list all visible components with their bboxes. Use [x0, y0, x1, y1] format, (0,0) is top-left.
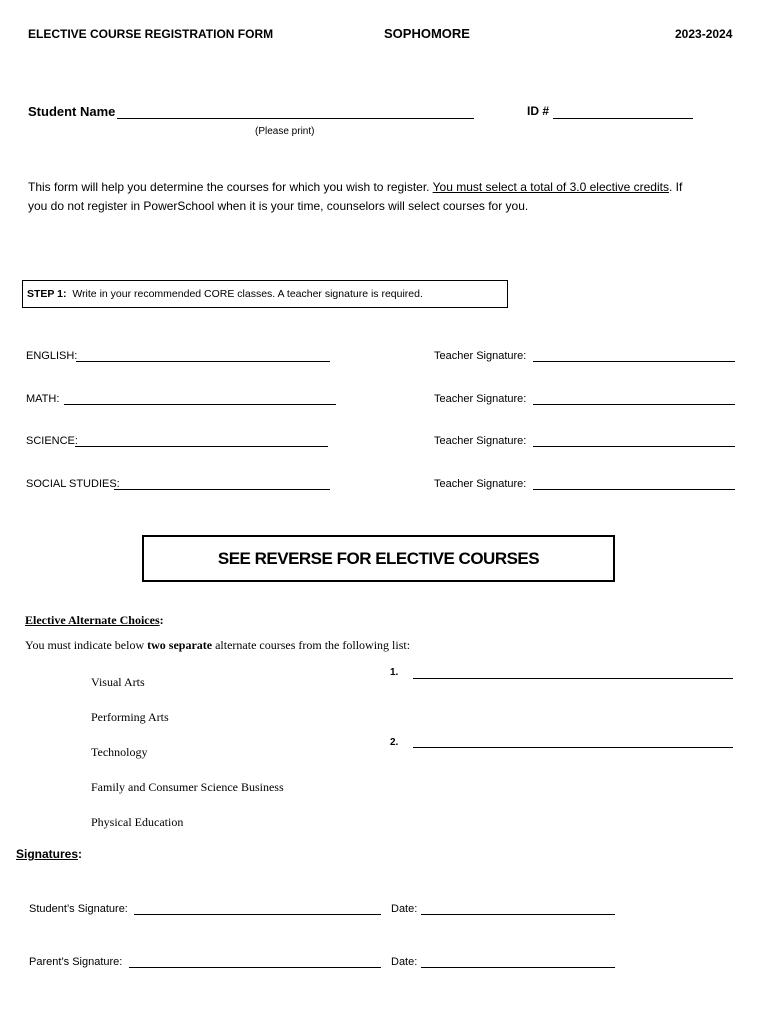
id-label: ID # — [527, 104, 550, 118]
english-teacher-label: Teacher Signature: — [434, 350, 527, 362]
student-signature-field[interactable] — [134, 914, 381, 915]
alternate-choice-1-field[interactable] — [413, 678, 733, 679]
choice-1-number: 1. — [390, 667, 399, 678]
english-teacher-signature-field[interactable] — [533, 361, 735, 362]
social-studies-course-field[interactable] — [114, 489, 330, 490]
option-performing-arts: Performing Arts — [91, 710, 169, 724]
student-id-field[interactable] — [553, 118, 693, 119]
student-date-label: Date: — [391, 903, 418, 915]
option-physical-education: Physical Education — [91, 815, 184, 829]
student-signature-label: Student’s Signature: — [29, 903, 128, 915]
grade-label: SOPHOMORE — [384, 26, 470, 41]
alternate-choice-2-field[interactable] — [413, 747, 733, 748]
student-date-field[interactable] — [421, 914, 615, 915]
math-course-field[interactable] — [64, 404, 336, 405]
student-name-label: Student Name — [28, 104, 116, 119]
parent-date-label: Date: — [391, 956, 418, 968]
step1-instruction: STEP 1: Write in your recommended CORE classes. A teacher signature is required. — [27, 288, 423, 300]
intro-line-2: you do not register in PowerSchool when it is your time, counselors will select courses for you. — [28, 199, 529, 213]
parent-signature-label: Parent’s Signature: — [29, 956, 123, 968]
please-print-note: (Please print) — [255, 126, 315, 137]
science-teacher-label: Teacher Signature: — [434, 435, 527, 447]
english-course-field[interactable] — [76, 361, 330, 362]
social-studies-label: SOCIAL STUDIES: — [26, 478, 120, 490]
student-name-field[interactable] — [117, 118, 474, 119]
school-year: 2023-2024 — [675, 27, 733, 41]
social-studies-teacher-label: Teacher Signature: — [434, 478, 527, 490]
math-teacher-signature-field[interactable] — [533, 404, 735, 405]
alternates-instruction: You must indicate below two separate alternate courses from the following list: — [25, 638, 411, 652]
social-studies-teacher-signature-field[interactable] — [533, 489, 735, 490]
intro-line-1: This form will help you determine the courses for which you wish to register. You must select a total of 3.0 elective credits. If — [28, 180, 683, 194]
science-teacher-signature-field[interactable] — [533, 446, 735, 447]
alternates-heading: Elective Alternate Choices: — [25, 613, 164, 627]
science-label: SCIENCE: — [26, 435, 78, 447]
science-course-field[interactable] — [75, 446, 328, 447]
option-visual-arts: Visual Arts — [91, 675, 145, 689]
math-label: MATH: — [26, 393, 60, 405]
form-title: ELECTIVE COURSE REGISTRATION FORM — [28, 27, 274, 41]
parent-signature-field[interactable] — [129, 967, 381, 968]
option-family-consumer-science-business: Family and Consumer Science Business — [91, 780, 284, 794]
parent-date-field[interactable] — [421, 967, 615, 968]
see-reverse-box — [142, 535, 615, 582]
english-label: ENGLISH: — [26, 350, 78, 362]
choice-2-number: 2. — [390, 737, 399, 748]
math-teacher-label: Teacher Signature: — [434, 393, 527, 405]
option-technology: Technology — [91, 745, 148, 759]
signatures-heading: Signatures: — [16, 847, 83, 861]
see-reverse-text: SEE REVERSE FOR ELECTIVE COURSES — [217, 548, 540, 568]
